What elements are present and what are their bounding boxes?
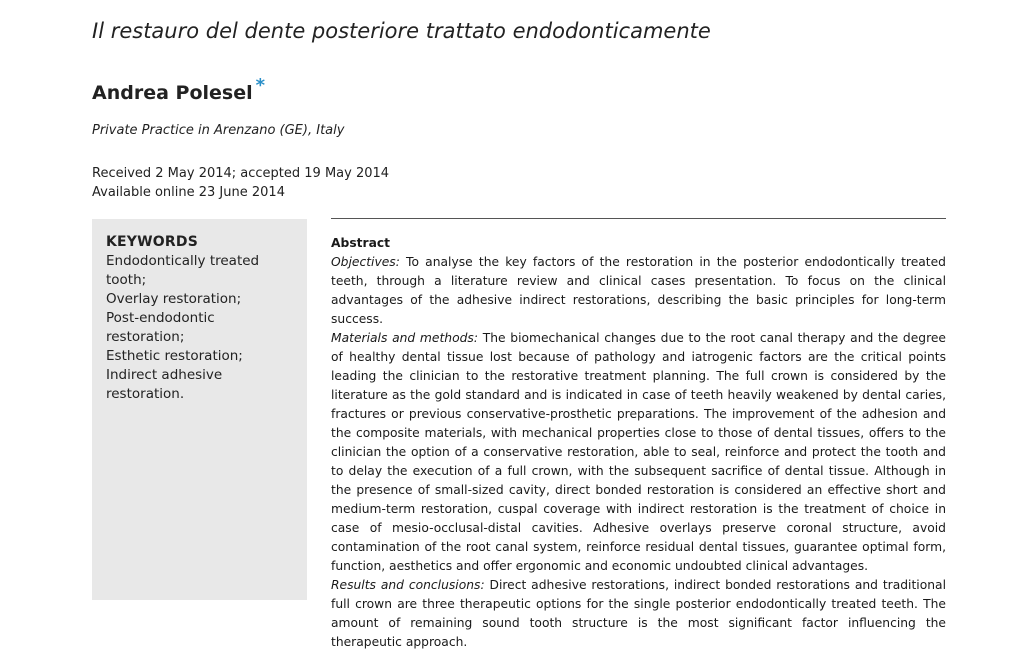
objectives-label: Objectives: [331, 255, 400, 269]
objectives-text: To analyse the key factors of the restoration in the posterior endodontically treated teeth, through a literature review and clinical cases presentation. To focus on the clinical advantages of the adhesive indirect restorations, describing the basic principles for long-term success. [331, 255, 946, 326]
results-label: Results and conclusions: [331, 578, 485, 592]
keyword-item: Indirect adhesive restoration. [106, 367, 223, 402]
corresponding-author-marker[interactable]: * [255, 75, 266, 96]
keywords-box [92, 219, 307, 600]
article-dates [92, 164, 389, 202]
abstract-divider [331, 218, 946, 219]
received-date: Received 2 May 2014; accepted 19 May 2014 [92, 166, 390, 181]
results-text: Direct adhesive restorations, indirect bonded restorations and traditional full crown are three therapeutic options for the single posterior endodontically treated teeth. The amount of remaining sound tooth structure is the most significant factor influencing the therapeutic approach. [331, 578, 946, 649]
abstract-methods [331, 329, 946, 576]
keywords-list [106, 252, 295, 404]
methods-label: Materials and methods: [331, 331, 478, 345]
article-subtitle: Il restauro del dente posteriore trattato endodonticamente [92, 19, 711, 43]
abstract-objectives [331, 253, 946, 329]
abstract-results [331, 576, 946, 652]
abstract-heading: Abstract [331, 236, 391, 250]
keyword-item: Post-endodontic restoration; [106, 310, 215, 345]
author-name[interactable]: Andrea Polesel [92, 82, 253, 104]
author-line [92, 75, 265, 104]
abstract-section [331, 234, 946, 652]
keywords-heading: KEYWORDS [106, 234, 198, 250]
keyword-item: Esthetic restoration; [106, 348, 243, 364]
methods-text: The biomechanical changes due to the root canal therapy and the degree of healthy dental tissue lost because of pathology and iatrogenic factors are the critical points leading the clinician to the restorative treatment planning. The full crown is considered by the literature as the gold standard and is indicated in case of teeth heavily weakened by dental caries, fractures or previous conservative-prosthetic preparations. The improvement of the adhesion and the composite materials, with mechanical properties close to those of dental tissues, offers to the clinician the option of a conservative restoration, able to seal, reinforce and protect the tooth and to delay the execution of a full crown, with the subsequent sacrifice of dental tissue. Although in the presence of small-sized cavity, direct bonded restoration is considered an effective short and medium-term restoration, cuspal coverage with indirect restoration is the treatment of choice in case of mesio-occlusal-distal cavities. Adhesive overlays preserve coronal structure, avoid contamination of the root canal system, reinforce residual dental tissues, guarantee optimal form, function, aesthetics and offer ergonomic and economic undoubted clinical advantages. [331, 331, 946, 573]
keyword-item: Overlay restoration; [106, 291, 242, 307]
affiliation: Private Practice in Arenzano (GE), Italy [92, 123, 345, 138]
keyword-item: Endodontically treated tooth; [106, 253, 260, 288]
online-date: Available online 23 June 2014 [92, 185, 285, 200]
